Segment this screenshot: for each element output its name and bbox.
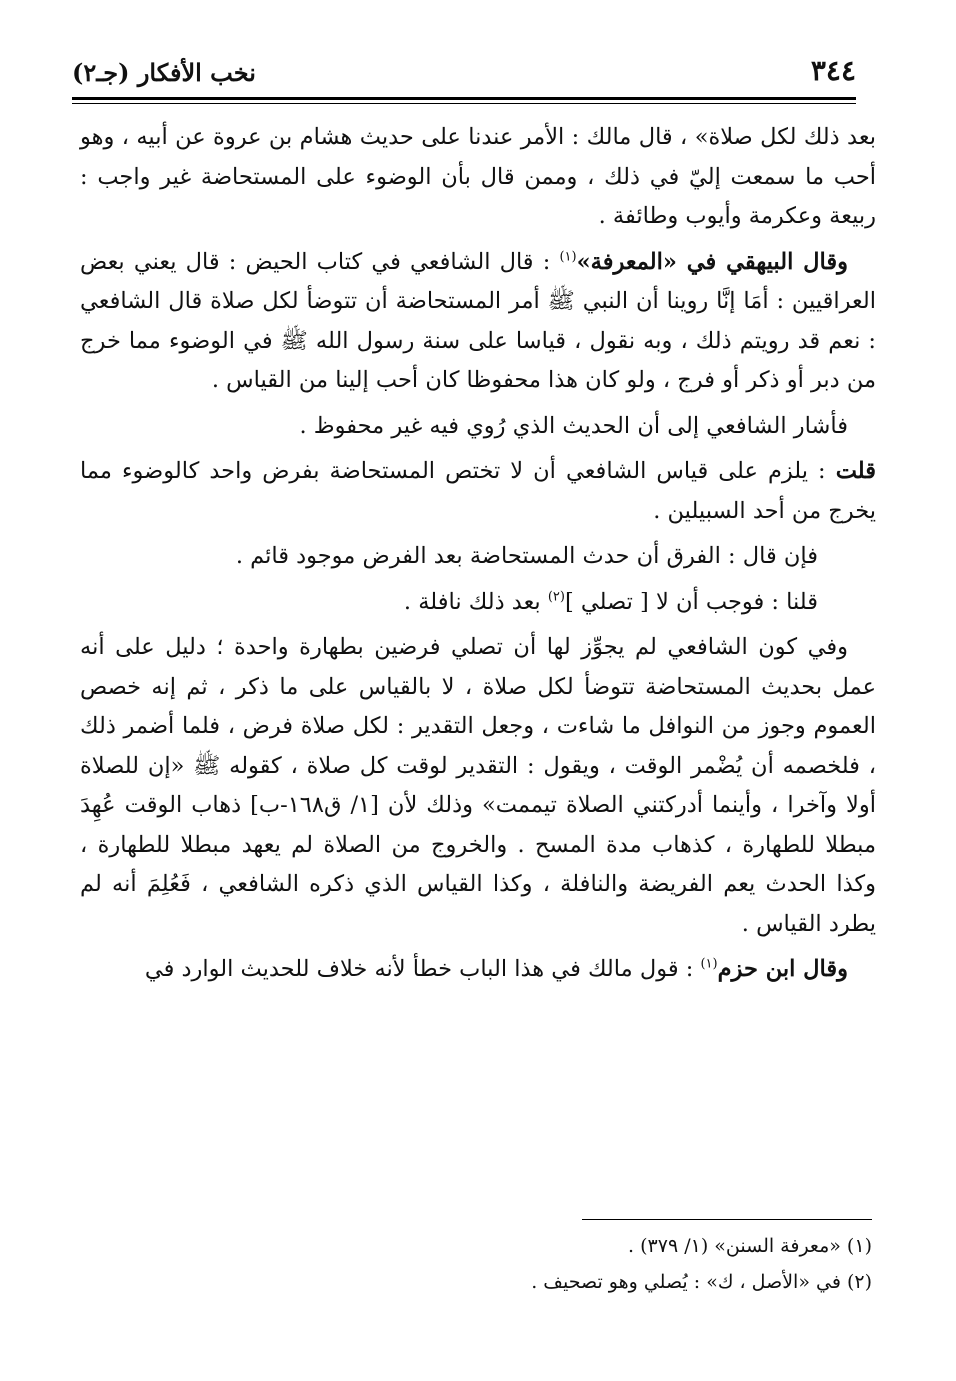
footnote: (١) «معرفة السنن» (١/ ٣٧٩) . [628,1235,872,1257]
text-run: : قول مالك في هذا الباب خطأ لأنه خلاف للحديث الوارد في [144,956,701,982]
footnote-marker: (١) [700,956,718,972]
paragraph [80,118,876,237]
text-run: فإن قال : الفرق أن حدث المستحاضة بعد الفرض موجود قائم . [235,543,818,569]
paragraph [80,950,876,990]
text-run: وفي كون الشافعي لم يجوِّز لها أن تصلي فرضين بطهارة واحدة ؛ دليل على أنه عمل بحديث المستحاضة تتوضأ لكل صلاة ، لا بالقياس على ما ذكر ، ثم إنه خصص العموم وجوز من النوافل ما شاءت ، وجعل التقدير : لكل صلاة فرض ، فلما أضمر ذلك ، فلخصمه أن يُضْمر الوقت ، ويقول : التقدير لوقت كل صلاة ، كقوله ﷺ «إن للصلاة أولا وآخرا ، وأينما أدركتني الصلاة تيممت» وذلك لأن [١/ ق١٦٨-ب] ذهاب الوقت عُهِدَ مبطلا للطهارة ، كذهاب مدة المسح . والخروج من الصلاة لم يعهد مبطلا للطهارة ، وكذا الحدث يعم الفريضة والنافلة ، وكذا القياس الذي ذكره الشافعي ، فَعُلِمَ أنه لم يطرد القياس . [80,634,876,937]
page-header [72,52,856,98]
text-run: فأشار الشافعي إلى أن الحديث الذي رُوي فيه غير محفوظ . [299,412,848,439]
footnote-marker: (٢) [547,589,565,604]
running-title: نخب الأفكار (جـ٢) [72,58,256,87]
paragraph [80,628,876,944]
page-number: ٣٤٤ [810,54,856,87]
paragraph [80,583,876,623]
main-text [80,118,876,990]
lead-phrase: وقال ابن حزم [717,956,848,982]
text-run: بعد ذلك لكل صلاة» ، قال مالك : الأمر عندنا على حديث هشام بن عروة عن أبيه ، وهو أحب ما سمعت إليّ في ذلك ، وممن قال بأن الوضوء على المستحاضة غير واجب : ربيعة وعكرمة وأيوب وطائفة . [80,124,876,229]
footnote-separator [582,1219,872,1220]
header-rule-thin [72,103,856,104]
paragraph [80,243,876,401]
text-run: بعد ذلك نافلة . [403,588,548,615]
paragraph [80,537,876,577]
header-rule [72,97,856,100]
footnote-marker: (١) [559,249,577,264]
footnote: (٢) في «الأصل ، ك» : يُصلي وهو تصحيف . [531,1271,872,1293]
lead-phrase: وقال البيهقي في «المعرفة» [576,248,848,275]
text-run: : يلزم على قياس الشافعي أن لا تختص المستحاضة بفرض واحد كالوضوء مما يخرج من أحد السبيلين . [80,458,876,524]
text-run: : قال الشافعي في كتاب الحيض : قال يعني بعض العراقيين : أمَا إنَّا روينا أن النبي ﷺ أمر المستحاضة أن تتوضأ لكل صلاة قال الشافعي : نعم قد رويتم ذلك ، وبه نقول ، قياسا على سنة رسول الله ﷺ في الوضوء مما خرج من دبر أو ذكر أو فرج ، ولو كان هذا محفوظا كان أحب إلينا من القياس . [80,248,876,393]
paragraph [80,452,876,531]
footnotes [80,1228,872,1300]
text-run: قلنا : فوجب أن لا [ تصلي ] [564,588,818,615]
paragraph [80,407,876,447]
lead-phrase: قلت [835,458,876,484]
